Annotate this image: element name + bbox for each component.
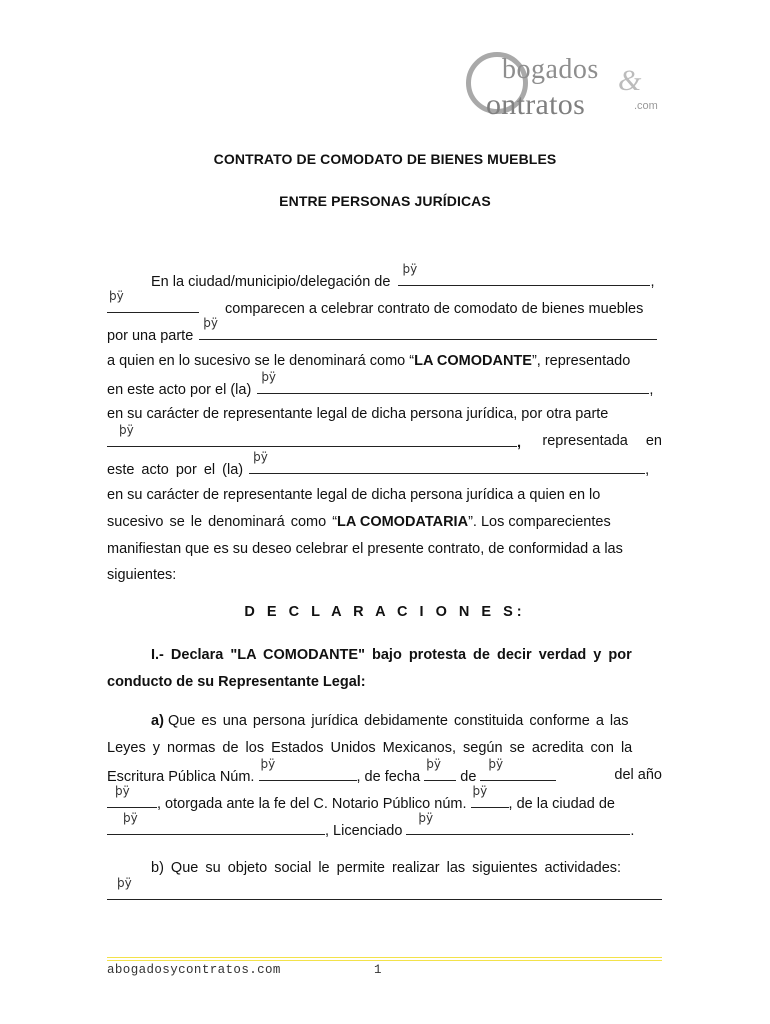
- footer-page-number: 1: [374, 963, 382, 977]
- body-line-4: a quien en lo sucesivo se le denominará como “LA COMODANTE”, representado: [107, 353, 631, 369]
- clause-a-line-5: þÿ , Licenciado þÿ .: [107, 820, 662, 838]
- escritura-year-field[interactable]: þÿ: [107, 793, 157, 808]
- body-line-8: este acto por el (la) þÿ ,: [107, 450, 650, 478]
- licenciado-name-field[interactable]: þÿ: [406, 820, 630, 835]
- logo-ampersand: &: [618, 64, 642, 97]
- comodataria-representative-field[interactable]: þÿ: [249, 459, 645, 474]
- document-subtitle: ENTRE PERSONAS JURÍDICAS: [279, 193, 491, 209]
- body-line-6: en su carácter de representante legal de dicha persona jurídica, por otra parte: [107, 406, 609, 422]
- clause-a-line-3: Escritura Pública Núm. þÿ , de fecha þÿ de þÿ del año: [107, 757, 662, 785]
- escritura-month-field[interactable]: þÿ: [480, 766, 556, 781]
- notario-city-field[interactable]: þÿ: [107, 820, 325, 835]
- footer-website: abogadosycontratos.com: [107, 963, 281, 977]
- comodataria-name-field[interactable]: þÿ: [107, 432, 517, 447]
- section-1-line-1: I.- Declara "LA COMODANTE" bajo protesta de decir verdad y por: [151, 647, 632, 663]
- comodante-representative-field[interactable]: þÿ: [257, 379, 649, 394]
- clause-a-line-1: a) Que es una persona jurídica debidamente constituida conforme a las: [151, 713, 629, 729]
- body-line-9: en su carácter de representante legal de dicha persona jurídica a quien en lo: [107, 487, 601, 503]
- notario-number-field[interactable]: þÿ: [471, 793, 509, 808]
- footer-rule-bottom: [107, 960, 662, 961]
- body-line-5: en este acto por el (la) þÿ ,: [107, 370, 654, 398]
- body-line-10: sucesivo se le denominará como “LA COMODATARIA”. Los comparecientes: [107, 514, 611, 530]
- date-field[interactable]: þÿ: [107, 298, 199, 313]
- body-line-2: þÿ comparecen a celebrar contrato de comodato de bienes muebles: [109, 289, 644, 317]
- logo-line2: ontratos: [486, 88, 586, 121]
- activities-field[interactable]: þÿ: [107, 885, 662, 900]
- escritura-number-field[interactable]: þÿ: [259, 766, 357, 781]
- escritura-day-field[interactable]: þÿ: [424, 766, 456, 781]
- body-line-1: En la ciudad/municipio/delegación de þÿ ,: [151, 262, 655, 290]
- clause-a-line-4: þÿ , otorgada ante la fe del C. Notario Público núm. þÿ , de la ciudad de: [107, 793, 662, 811]
- body-line-7: þÿ , representada en: [107, 432, 662, 450]
- abogados-contratos-logo: [466, 50, 670, 126]
- declaraciones-heading: D E C L A R A C I O N E S:: [244, 604, 526, 620]
- logo-line1: bogados: [502, 54, 599, 85]
- section-1-line-2: conducto de su Representante Legal:: [107, 674, 366, 690]
- body-line-11: manifiestan que es su deseo celebrar el presente contrato, de conformidad a las: [107, 541, 623, 557]
- clause-a-line-2: Leyes y normas de los Estados Unidos Mexicanos, según se acredita con la: [107, 740, 633, 756]
- body-line-12: siguientes:: [107, 567, 177, 583]
- comodante-name-field[interactable]: þÿ: [199, 325, 657, 340]
- logo-suffix: .com: [634, 100, 658, 112]
- body-line-3: por una parte þÿ: [107, 325, 662, 343]
- document-title: CONTRATO DE COMODATO DE BIENES MUEBLES: [213, 151, 557, 167]
- footer-rule-top: [107, 957, 662, 958]
- clause-b-line-2: [107, 876, 662, 903]
- city-field[interactable]: þÿ: [398, 271, 650, 286]
- clause-b-line-1: b) Que su objeto social le permite realizar las siguientes actividades:: [151, 860, 622, 876]
